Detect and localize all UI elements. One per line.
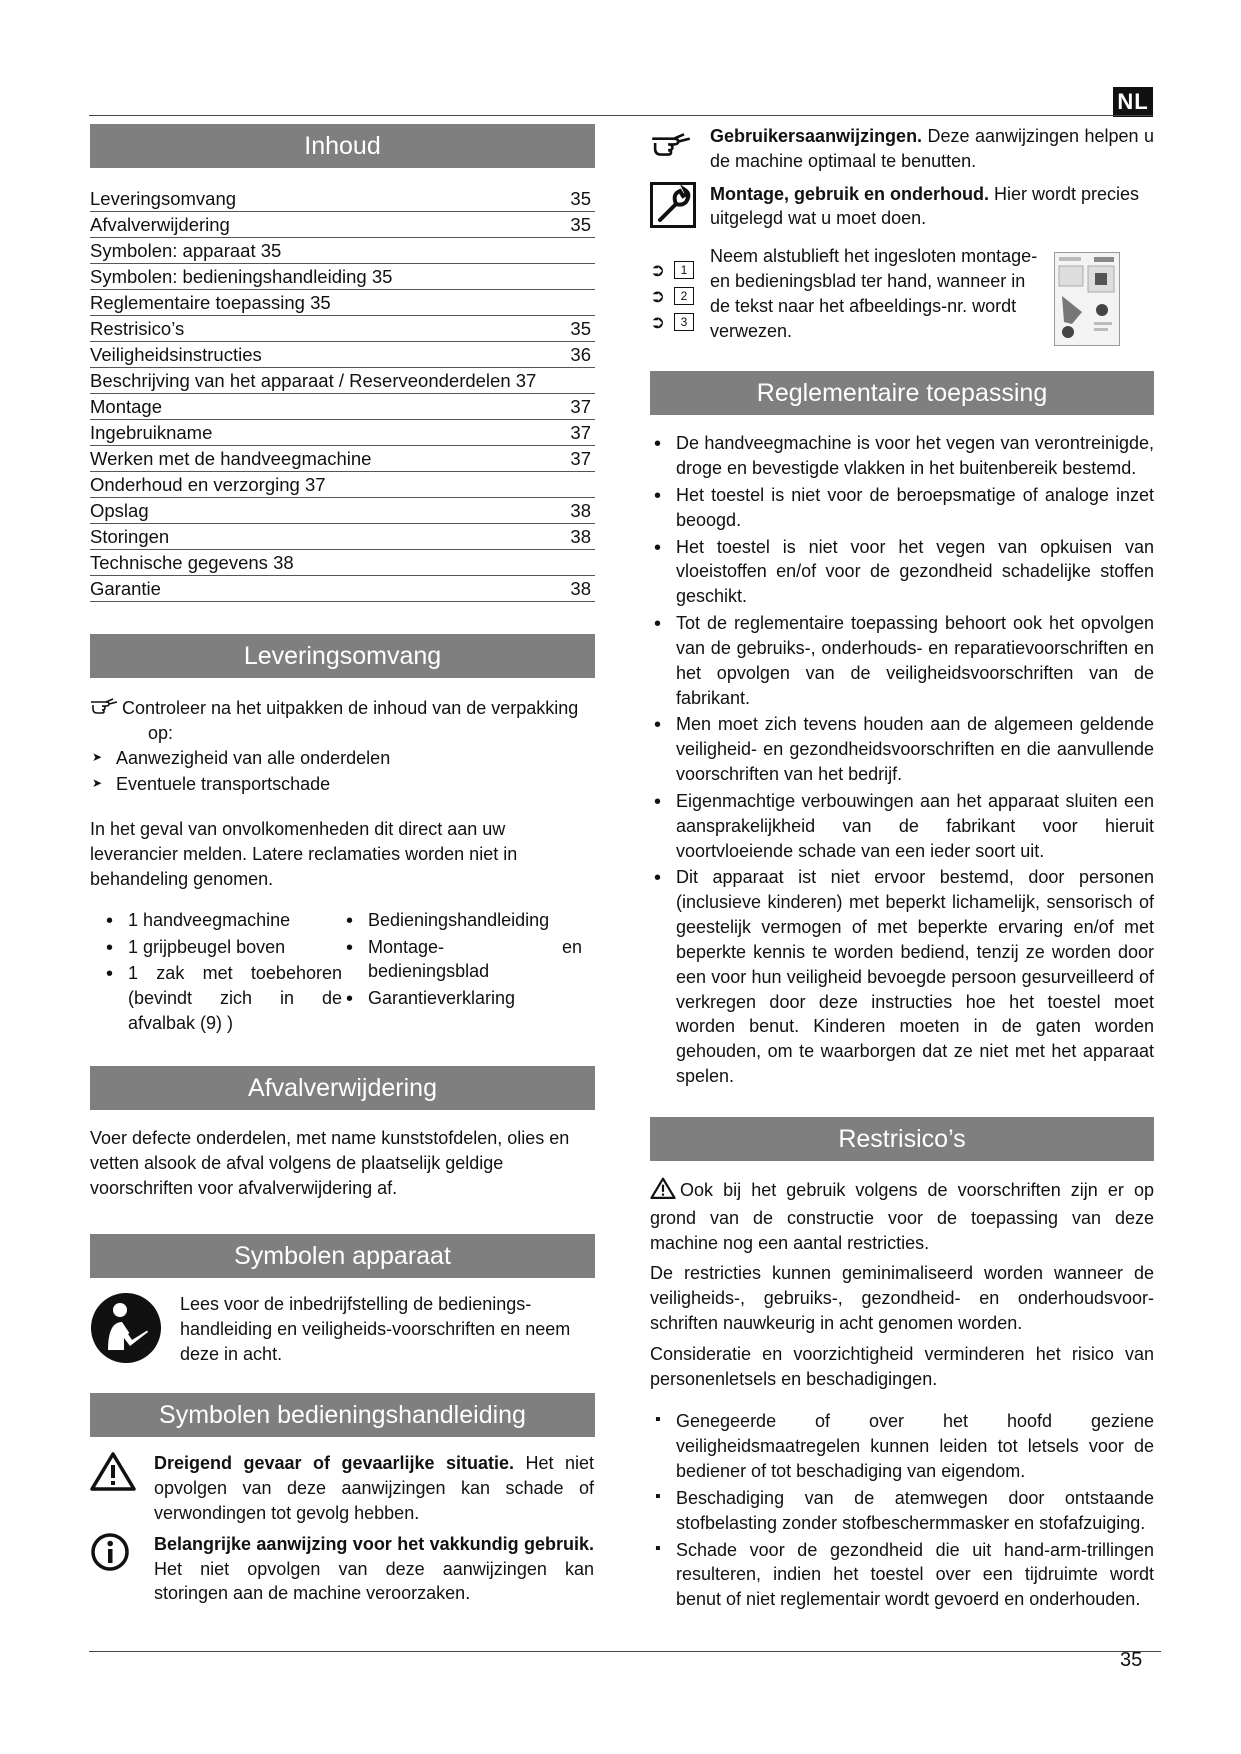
delivery-items-right bbox=[342, 908, 582, 1038]
check-item: ➤ Aanwezigheid van alle onderdelen bbox=[90, 746, 595, 771]
toc-page: 37 bbox=[570, 396, 591, 417]
toc-label: Restrisico’s bbox=[90, 318, 185, 339]
figure-reference bbox=[650, 258, 710, 282]
figure-number-box: 2 bbox=[674, 287, 694, 305]
leveringsomvang-paragraph: In het geval van onvolkomenheden dit direct aan uw leverancier melden. Latere reclamaties worden niet in behandeling genomen. bbox=[90, 819, 518, 889]
restrisico-p3: Consideratie en voorzichtigheid verminderen het risico van personenletsels en beschadigingen. bbox=[650, 1343, 1154, 1389]
wrench-text: Hier wordt precies uitgelegd wat u moet doen. bbox=[710, 183, 1140, 229]
figure-reference-row bbox=[650, 244, 1154, 353]
danger-symbol-row bbox=[90, 1451, 595, 1525]
toc-row bbox=[90, 316, 595, 342]
toc-page: 38 bbox=[570, 578, 591, 599]
check-note-cont: op: bbox=[148, 722, 174, 743]
figure-number-box: 3 bbox=[674, 313, 694, 331]
toc-row bbox=[90, 394, 595, 420]
afval-title: Afvalverwijdering bbox=[90, 1066, 595, 1110]
info-circle-icon bbox=[90, 1532, 154, 1579]
leveringsomvang-title: Leveringsomvang bbox=[90, 634, 595, 678]
warning-triangle-icon bbox=[90, 1451, 154, 1498]
wrench-icon bbox=[650, 182, 710, 235]
delivery-item: • 1 handveegmachine bbox=[102, 908, 342, 933]
reglementaire-title: Reglementaire toepassing bbox=[650, 371, 1154, 415]
check-note-text: Controleer na het uitpakken de inhoud van de verpakking bbox=[122, 698, 579, 718]
manual-symbol-row bbox=[90, 1292, 595, 1371]
toc-page: 35 bbox=[570, 318, 591, 339]
toc-page: 38 bbox=[570, 500, 591, 521]
restrisico-p1-block bbox=[650, 1177, 1154, 1255]
toc-row bbox=[90, 186, 595, 212]
delivery-item: • Bedieningshandleiding bbox=[342, 908, 582, 933]
table-of-contents bbox=[90, 186, 595, 602]
figure-number-box: 1 bbox=[674, 261, 694, 279]
hint-text: Deze aanwijzingen helpen u de machine optimaal te benutten. bbox=[710, 126, 1154, 171]
toc-row bbox=[90, 212, 595, 238]
toc-page: 37 bbox=[570, 422, 591, 443]
toc-page: 36 bbox=[570, 344, 591, 365]
info-bold: Belangrijke aanwijzing voor het vakkundig gebruik. bbox=[154, 1533, 594, 1554]
check-note bbox=[90, 696, 595, 721]
afval-text: Voer defecte onderdelen, met name kunststofdelen, olies en vetten alsook de afval volgens de plaatselijk geldige voorschriften voor afvalverwijdering af. bbox=[90, 1127, 570, 1198]
symbolen-handleiding-title: Symbolen bedieningshandleiding bbox=[90, 1393, 595, 1437]
restrisico-p1: Ook bij het gebruik volgens de voorschriften zijn er op grond van de constructie voor de toepassing van deze machine nog een aantal restricties. bbox=[650, 1179, 1154, 1253]
toc-row bbox=[90, 446, 595, 472]
warning-triangle-icon bbox=[650, 1177, 676, 1206]
restrisico-p2: De restricties kunnen geminimaliseerd worden wanneer de veiligheids-, gebruiks-, gezondheid- en onderhoudsvoor-schriften nauwkeurig in acht genomen worden. bbox=[650, 1263, 1154, 1333]
toc-row bbox=[90, 238, 595, 264]
delivery-items-left bbox=[102, 908, 342, 1038]
arrow-icon: ➲ bbox=[650, 286, 666, 307]
toc-page: 38 bbox=[570, 526, 591, 547]
info-symbol-row bbox=[90, 1532, 595, 1606]
toc-label: Storingen bbox=[90, 526, 170, 547]
leaflet-thumbnail bbox=[1054, 252, 1120, 353]
reglementaire-item: • Men moet zich tevens houden aan de algemeen geldende veiligheid- en gezondheidsvoorschriften en die aanvullende voorschriften van het bedrijf. bbox=[650, 712, 1154, 786]
info-text: Het niet opvolgen van deze aanwijzingen kan storingen aan de machine veroorzaken. bbox=[154, 1558, 594, 1604]
toc-label: Symbolen: bedieningshandleiding 35 bbox=[90, 266, 393, 287]
toc-row bbox=[90, 472, 595, 498]
left-column bbox=[90, 124, 595, 1606]
manual-symbol-text: Lees voor de inbedrijfstelling de bedienings-handleiding en veiligheids-voorschriften en neem deze in acht. bbox=[180, 1294, 571, 1365]
right-column bbox=[650, 124, 1154, 1614]
toc-label: Werken met de handveegmachine bbox=[90, 448, 372, 469]
delivery-item: • Montage- en bedieningsblad bbox=[342, 935, 582, 985]
toc-page: 35 bbox=[570, 188, 591, 209]
delivery-items bbox=[90, 908, 595, 1038]
figure-reference-list bbox=[650, 244, 710, 336]
pointing-hand-icon bbox=[90, 696, 122, 721]
toc-row bbox=[90, 290, 595, 316]
reglementaire-list bbox=[650, 431, 1154, 1089]
read-manual-icon bbox=[90, 1292, 180, 1371]
delivery-item: • 1 grijpbeugel boven bbox=[102, 935, 342, 960]
toc-row bbox=[90, 264, 595, 290]
language-badge: NL bbox=[1113, 87, 1153, 117]
danger-bold: Dreigend gevaar of gevaarlijke situatie. bbox=[154, 1453, 515, 1474]
restrisico-item: ▪ Beschadiging van de atemwegen door ontstaande stofbelasting zonder stofbeschermmasker en stofafzuiging. bbox=[650, 1486, 1154, 1536]
toc-page: 37 bbox=[570, 448, 591, 469]
toc-row bbox=[90, 342, 595, 368]
toc-row bbox=[90, 368, 595, 394]
delivery-item: • Garantieverklaring bbox=[342, 986, 582, 1011]
page-number: 35 bbox=[1120, 1649, 1143, 1671]
toc-label: Reglementaire toepassing 35 bbox=[90, 292, 331, 313]
reglementaire-item: • Het toestel is niet voor het vegen van opkuisen van vloeistoffen en/of voor de gezondheid schadelijke stoffen geschikt. bbox=[650, 535, 1154, 609]
toc-label: Symbolen: apparaat 35 bbox=[90, 240, 282, 261]
arrow-icon: ➲ bbox=[650, 260, 666, 281]
toc-page: 35 bbox=[570, 214, 591, 235]
toc-label: Onderhoud en verzorging 37 bbox=[90, 474, 326, 495]
toc-label: Afvalverwijdering bbox=[90, 214, 230, 235]
restrisico-item: ▪ Schade voor de gezondheid die uit hand-arm-trillingen resulteren, indien het toestel over een tijdruimte wordt benut of niet reglementair wordt gevoerd en onderhouden. bbox=[650, 1538, 1154, 1612]
toc-label: Leveringsomvang bbox=[90, 188, 237, 209]
symbolen-apparaat-title: Symbolen apparaat bbox=[90, 1234, 595, 1278]
toc-label: Technische gegevens 38 bbox=[90, 552, 294, 573]
toc-label: Garantie bbox=[90, 578, 161, 599]
restrisico-list bbox=[650, 1409, 1154, 1612]
toc-label: Opslag bbox=[90, 500, 149, 521]
figure-reference bbox=[650, 284, 710, 308]
toc-row bbox=[90, 550, 595, 576]
wrench-symbol-row bbox=[650, 182, 1154, 235]
check-list bbox=[90, 746, 595, 798]
toc-row bbox=[90, 498, 595, 524]
toc-label: Montage bbox=[90, 396, 162, 417]
delivery-item: • 1 zak met toebehoren (bevindt zich in de afvalbak (9) ) bbox=[102, 961, 342, 1035]
toc-row bbox=[90, 420, 595, 446]
toc-title: Inhoud bbox=[90, 124, 595, 168]
hint-symbol-row bbox=[650, 124, 1154, 174]
pointing-hand-icon bbox=[650, 124, 710, 163]
top-rule bbox=[89, 115, 1153, 116]
hint-bold: Gebruikersaanwijzingen. bbox=[710, 126, 923, 146]
wrench-bold: Montage, gebruik en onderhoud. bbox=[710, 183, 989, 204]
restrisico-item: ▪ Genegeerde of over het hoofd geziene veiligheidsmaatregelen kunnen leiden tot letsels voor de bediener of tot beschadiging van eigendom. bbox=[650, 1409, 1154, 1483]
arrow-icon: ➲ bbox=[650, 312, 666, 333]
toc-label: Beschrijving van het apparaat / Reserveonderdelen 37 bbox=[90, 370, 537, 391]
toc-label: Veiligheidsinstructies bbox=[90, 344, 262, 365]
toc-row bbox=[90, 524, 595, 550]
reglementaire-item: • Eigenmachtige verbouwingen aan het apparaat sluiten een aansprakelijkheid van de fabrikant voor hieruit voortvloeiende schade van een ieder soort uit. bbox=[650, 789, 1154, 863]
toc-row bbox=[90, 576, 595, 602]
toc-label: Ingebruikname bbox=[90, 422, 213, 443]
check-item: ➤ Eventuele transportschade bbox=[90, 772, 595, 797]
bottom-rule bbox=[89, 1651, 1161, 1652]
restrisico-title: Restrisico’s bbox=[650, 1117, 1154, 1161]
figure-reference bbox=[650, 310, 710, 334]
leveringsomvang-section bbox=[90, 696, 595, 1038]
reglementaire-item: • Tot de reglementaire toepassing behoort ook het opvolgen van de gebruiks-, onderhouds- en reparatievoorschriften en het opvolgen van de veiligheidsvoorschriften van de fabrikant. bbox=[650, 611, 1154, 710]
reglementaire-item: • De handveegmachine is voor het vegen van verontreinigde, droge en bevestigde vlakken in het buitenbereik bestemd. bbox=[650, 431, 1154, 481]
reglementaire-item: • Dit apparaat ist niet ervoor bestemd, door personen (inclusieve kinderen) met beperkt lichamelijk, sensorisch of geestelijk vermogen of met beperkte ervaring en/of met beperkte kennis te worden bediend, tenzij ze worden door een voor hun veiligheid bevoegde persoon gesurveilleerd of verkregen door deze instructies hoe het toestel moet worden benut. Kinderen moeten in de gaten worden gehouden, om te waarborgen dat ze niet met het apparaat spelen. bbox=[650, 865, 1154, 1088]
figure-reference-text: Neem alstublieft het ingesloten montage- en bedieningsblad ter hand, wanneer in de tekst naar het afbeeldings-nr. wordt verwezen. bbox=[710, 246, 1038, 341]
danger-text: Het niet opvolgen van deze aanwijzingen kan schade of verwondingen tot gevolg hebben. bbox=[154, 1453, 594, 1523]
reglementaire-item: • Het toestel is niet voor de beroepsmatige of analoge inzet beoogd. bbox=[650, 483, 1154, 533]
